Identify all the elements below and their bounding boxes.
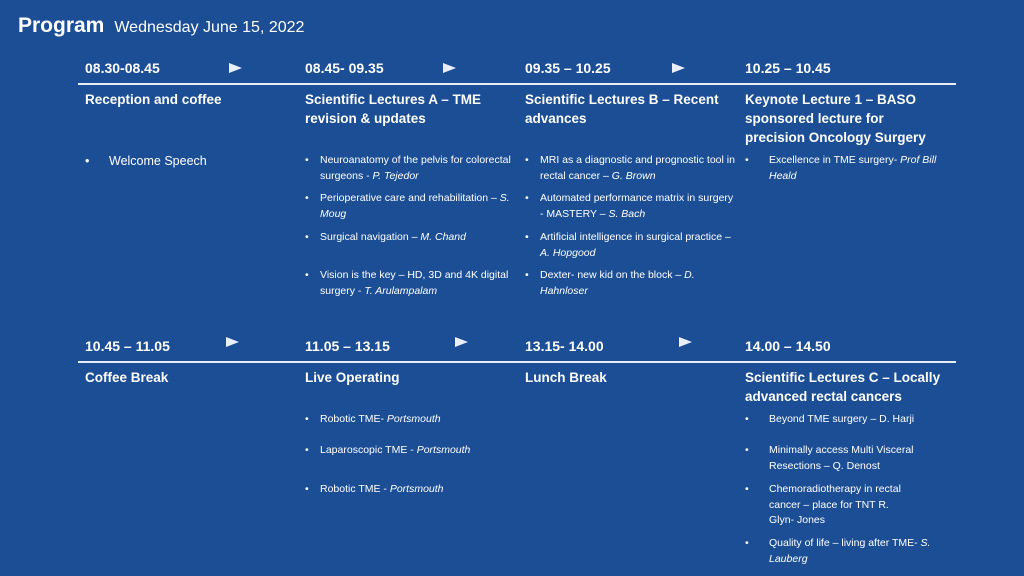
list-item: • Chemoradiotherapy in rectal cancer – place for TNT R. Glyn- Jones (745, 482, 915, 529)
list-item: • Perioperative care and rehabilitation – S. Moug (305, 191, 515, 222)
session-heading: Live Operating (305, 370, 400, 385)
session-heading: Scientific Lectures C – Locally advanced rectal cancers (745, 370, 941, 404)
arrow-right-icon (455, 337, 468, 347)
list-item: • Welcome Speech (85, 154, 295, 170)
title-main: Program (18, 14, 105, 37)
list-item: • Minimally access Multi Visceral Resections – Q. Denost (745, 443, 940, 474)
list-item: • MRI as a diagnostic and prognostic tool in rectal cancer – G. Brown (525, 153, 735, 184)
session-heading: Scientific Lectures A – TME revision & updates (305, 92, 482, 126)
list-item: • Vision is the key – HD, 3D and 4K digital surgery - T. Arulampalam (305, 268, 515, 299)
slot-time: 08.30-08.45 (85, 60, 160, 76)
slot-time: 14.00 – 14.50 (745, 338, 831, 354)
slot-time: 10.25 – 10.45 (745, 60, 831, 76)
arrow-right-icon (679, 337, 692, 347)
list-item: • Automated performance matrix in surgery - MASTERY – S. Bach (525, 191, 735, 222)
arrow-right-icon (443, 63, 456, 73)
list-item: • Robotic TME- Portsmouth (305, 412, 515, 428)
slot-time: 11.05 – 13.15 (305, 338, 390, 354)
list-item: • Surgical navigation – M. Chand (305, 230, 515, 246)
arrow-right-icon (229, 63, 242, 73)
list-item: • Neuroanatomy of the pelvis for colorectal surgeons - P. Tejedor (305, 153, 515, 184)
slot-time: 08.45- 09.35 (305, 60, 384, 76)
list-item: • Dexter- new kid on the block – D. Hahnloser (525, 268, 735, 299)
slot-time: 10.45 – 11.05 (85, 338, 170, 354)
list-item: • Laparoscopic TME - Portsmouth (305, 443, 515, 459)
title-date: Wednesday June 15, 2022 (114, 19, 305, 36)
session-heading: Lunch Break (525, 370, 607, 385)
arrow-right-icon (226, 337, 239, 347)
page-title (18, 14, 304, 38)
arrow-right-icon (672, 63, 685, 73)
row-divider (78, 83, 956, 85)
list-item: • Quality of life – living after TME- S. Lauberg (745, 536, 945, 567)
session-heading: Reception and coffee (85, 92, 222, 107)
slot-time: 09.35 – 10.25 (525, 60, 611, 76)
row-divider (78, 361, 956, 363)
session-heading: Keynote Lecture 1 – BASO sponsored lecture for precision Oncology Surgery (745, 92, 926, 145)
slot-time: 13.15- 14.00 (525, 338, 604, 354)
list-item: • Artificial intelligence in surgical practice – A. Hopgood (525, 230, 735, 261)
list-item: • Robotic TME - Portsmouth (305, 482, 515, 498)
session-heading: Coffee Break (85, 370, 169, 385)
list-item: • Excellence in TME surgery- Prof Bill Heald (745, 153, 945, 184)
session-heading: Scientific Lectures B – Recent advances (525, 92, 719, 126)
list-item: • Beyond TME surgery – D. Harji (745, 412, 940, 428)
